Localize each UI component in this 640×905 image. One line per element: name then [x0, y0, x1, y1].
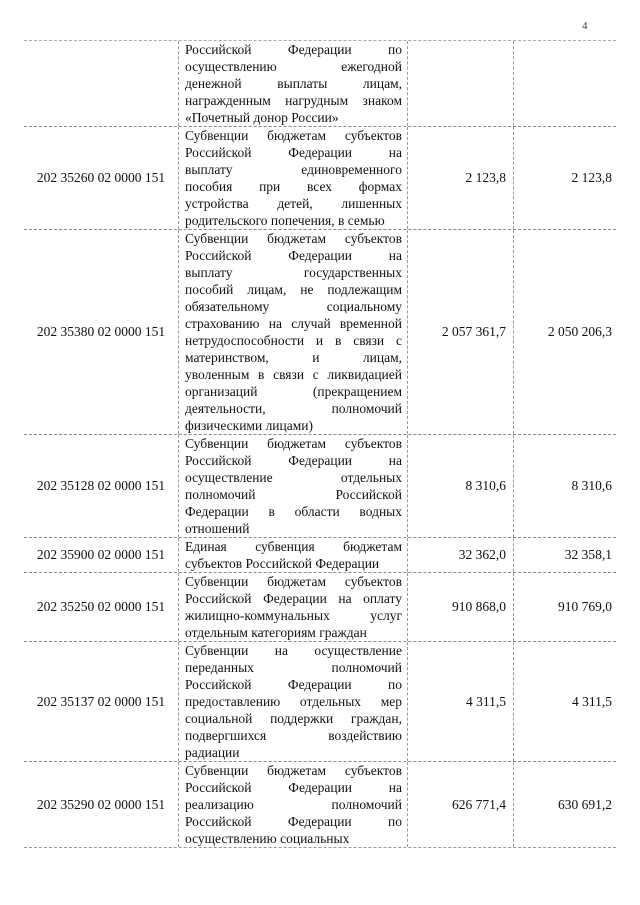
description-line: осуществлению ежегодной: [185, 59, 402, 74]
description-line: Федерации в области водных: [185, 504, 402, 519]
budget-code: 202 35900 02 0000 151: [24, 538, 179, 572]
description-line: Российской Федерации по: [185, 42, 402, 57]
description: [179, 762, 408, 847]
description-line: Российской Федерации по: [185, 814, 402, 829]
description: [179, 41, 408, 126]
description: [179, 435, 408, 537]
description-line: радиации: [185, 745, 240, 760]
description-line: денежной выплаты лицам,: [185, 76, 402, 91]
value-plan: 8 310,6: [408, 435, 514, 537]
description-line: отношений: [185, 521, 250, 536]
description-line: страхованию на случай временной: [185, 316, 402, 331]
budget-code: 202 35128 02 0000 151: [24, 435, 179, 537]
table-row: [24, 434, 616, 537]
description-line: пособий лицам, не подлежащим: [185, 282, 402, 297]
value-actual: 2 050 206,3: [547, 324, 612, 339]
budget-code: 202 35260 02 0000 151: [24, 127, 179, 229]
description: [179, 573, 408, 641]
value-actual: 910 769,0: [558, 599, 612, 614]
budget-table: [24, 40, 616, 848]
value-actual: 630 691,2: [558, 796, 612, 812]
description-line: Российской Федерации по: [185, 677, 402, 692]
value-plan: [408, 41, 514, 126]
description-line: нетрудоспособности и в связи с: [185, 333, 402, 348]
description: [179, 127, 408, 229]
description-line: осуществление отдельных: [185, 470, 402, 485]
description-line: Единая субвенция бюджетам: [185, 539, 402, 554]
description-line: выплату государственных: [185, 265, 402, 280]
description-line: выплату единовременного: [185, 162, 402, 177]
description-line: Субвенции бюджетам субъектов: [185, 763, 402, 778]
description-line: субъектов Российской Федерации: [185, 556, 380, 571]
budget-code: 202 35250 02 0000 151: [24, 573, 179, 641]
value-actual: 2 123,8: [571, 170, 612, 185]
table-row: [24, 572, 616, 641]
description: [179, 230, 408, 434]
description-line: Субвенции бюджетам субъектов: [185, 574, 402, 589]
description-line: предоставлению отдельных мер: [185, 694, 402, 709]
description-line: материнством, и лицам,: [185, 350, 402, 365]
description-line: Российской Федерации на: [185, 780, 402, 795]
description-line: жилищно-коммунальных услуг: [185, 608, 402, 623]
description-line: социальной поддержки граждан,: [185, 711, 402, 726]
description-line: уволенным в связи с ликвидацией: [185, 367, 402, 382]
table-row: [24, 126, 616, 229]
table-row: [24, 537, 616, 572]
description-line: реализацию полномочий: [185, 797, 402, 812]
description-line: «Почетный донор России»: [185, 110, 339, 125]
description-line: подвергшихся воздействию: [185, 728, 402, 743]
description-line: родительского попечения, в семью: [185, 213, 385, 228]
description-line: деятельности, полномочий: [185, 401, 402, 416]
description-line: Субвенции бюджетам субъектов: [185, 436, 402, 451]
table-bottom-rule: [24, 847, 616, 848]
budget-code: 202 35380 02 0000 151: [24, 230, 179, 434]
value-plan: 910 868,0: [408, 573, 514, 641]
description-line: устройства детей, лишенных: [185, 196, 402, 211]
description: [179, 538, 408, 572]
value-actual: [514, 41, 616, 126]
value-actual: 8 310,6: [571, 478, 612, 493]
description-line: награжденным нагрудным знаком: [185, 93, 402, 108]
description-line: обязательному социальному: [185, 299, 402, 314]
budget-code: 202 35290 02 0000 151: [24, 762, 179, 847]
description-line: осуществлению социальных: [185, 831, 350, 846]
description-line: переданных полномочий: [185, 660, 402, 675]
value-plan: 4 311,5: [408, 642, 514, 761]
description-line: Российской Федерации на: [185, 145, 402, 160]
description-line: организаций (прекращением: [185, 384, 402, 399]
description-line: полномочий Российской: [185, 487, 402, 502]
table-row: [24, 761, 616, 847]
description-line: Российской Федерации на оплату: [185, 591, 402, 606]
description-line: Российской Федерации на: [185, 453, 402, 468]
value-plan: 32 362,0: [408, 538, 514, 572]
table-row: [24, 40, 616, 126]
value-plan: 2 123,8: [408, 127, 514, 229]
description-line: Субвенции бюджетам субъектов: [185, 128, 402, 143]
description-line: Субвенции бюджетам субъектов: [185, 231, 402, 246]
page-number: 4: [582, 20, 588, 32]
table-row: [24, 641, 616, 761]
description: [179, 642, 408, 761]
budget-code: [24, 41, 179, 126]
value-actual: 32 358,1: [564, 547, 612, 562]
value-actual: 4 311,5: [572, 693, 612, 709]
description-line: физическими лицами): [185, 418, 314, 433]
table-row: [24, 229, 616, 434]
description-line: отдельным категориям граждан: [185, 625, 367, 640]
description-line: пособия при всех формах: [185, 179, 402, 194]
budget-code: 202 35137 02 0000 151: [24, 642, 179, 761]
value-plan: 626 771,4: [408, 762, 514, 847]
description-line: Российской Федерации на: [185, 248, 402, 263]
description-line: Субвенции на осуществление: [185, 643, 402, 658]
value-plan: 2 057 361,7: [408, 230, 514, 434]
